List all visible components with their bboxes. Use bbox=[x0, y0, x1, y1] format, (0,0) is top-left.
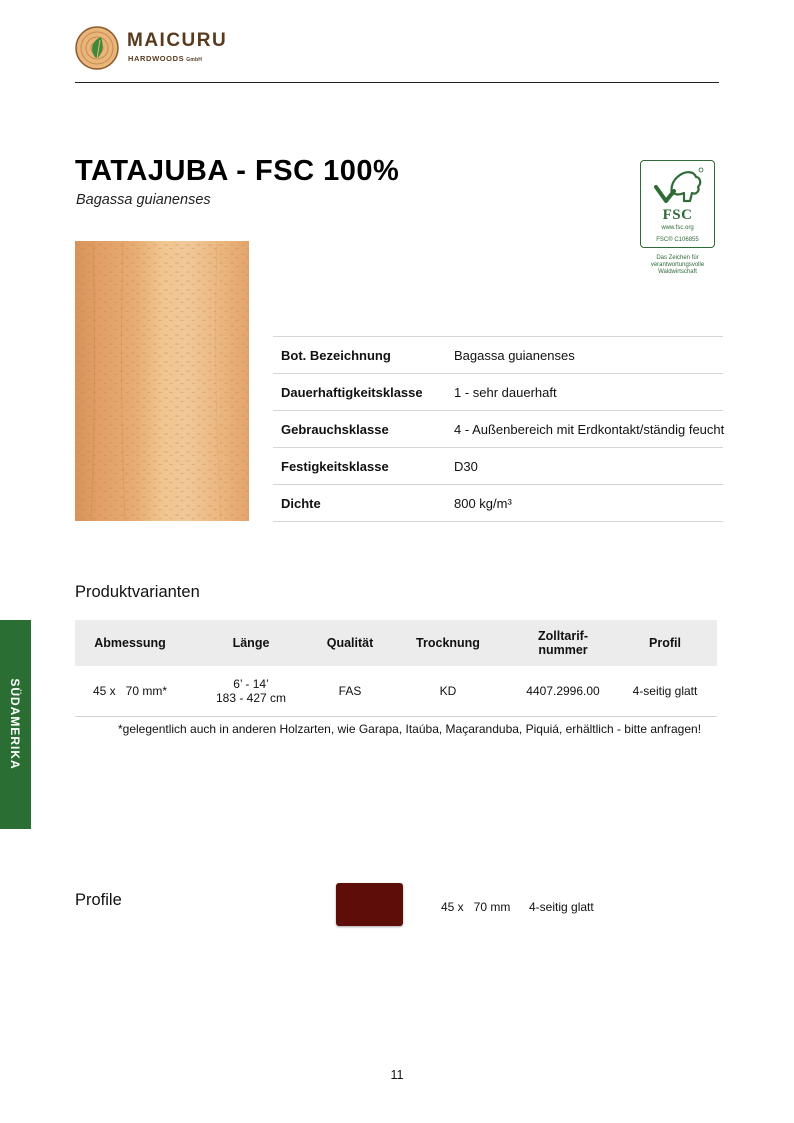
property-value: 4 - Außenbereich mit Erdkontakt/ständig feucht bbox=[454, 422, 725, 437]
table-row bbox=[75, 666, 717, 717]
profile-type: 4-seitig glatt bbox=[529, 900, 594, 914]
property-value: D30 bbox=[454, 459, 478, 474]
fsc-url: www.fsc.org bbox=[661, 225, 694, 231]
region-side-tab-label: SÜDAMERIKA bbox=[8, 678, 22, 770]
column-header-drying: Trocknung bbox=[383, 620, 513, 666]
property-value: 800 kg/m³ bbox=[454, 496, 512, 511]
property-label: Gebrauchsklasse bbox=[281, 422, 389, 437]
column-header-dimension: Abmessung bbox=[75, 620, 185, 666]
length-feet: 6’ - 14’ bbox=[233, 677, 269, 691]
cell-drying: KD bbox=[383, 666, 513, 717]
region-side-tab bbox=[0, 620, 31, 829]
variants-table bbox=[75, 620, 717, 717]
profile-cross-section-swatch bbox=[336, 883, 403, 926]
profile-dimension: 45 x 70 mm bbox=[441, 900, 511, 914]
brand-subtitle bbox=[128, 54, 202, 63]
company-logo bbox=[75, 26, 228, 72]
property-label: Dichte bbox=[281, 496, 321, 511]
fsc-checkmark-tree-icon bbox=[650, 165, 706, 209]
page-number: 11 bbox=[390, 1068, 404, 1082]
property-label: Bot. Bezeichnung bbox=[281, 348, 391, 363]
brand-subtitle-suffix: GmbH bbox=[186, 57, 203, 63]
wood-sample-image bbox=[75, 241, 249, 521]
column-header-quality: Qualität bbox=[317, 620, 383, 666]
fsc-letters: FSC bbox=[662, 207, 693, 223]
header-divider bbox=[75, 82, 719, 83]
column-header-length: Länge bbox=[185, 620, 317, 666]
brand-name: MAICURU bbox=[127, 30, 228, 51]
property-row bbox=[273, 484, 723, 522]
property-row bbox=[273, 447, 723, 484]
variants-header-row bbox=[75, 620, 717, 666]
cell-profile: 4-seitig glatt bbox=[613, 666, 717, 717]
properties-table bbox=[273, 336, 723, 522]
property-value: Bagassa guianenses bbox=[454, 348, 575, 363]
brand-subtitle-text: HARDWOODS bbox=[128, 54, 185, 63]
product-botanical-name: Bagassa guianenses bbox=[76, 192, 211, 208]
property-row bbox=[273, 336, 723, 373]
property-row bbox=[273, 373, 723, 410]
log-slice-icon bbox=[75, 26, 119, 70]
product-title: TATAJUBA - FSC 100% bbox=[75, 155, 400, 187]
variants-footnote: *gelegentlich auch in anderen Holzarten, wie Garapa, Itaúba, Maçaranduba, Piquiá, erhältlich - bitte anfragen! bbox=[118, 722, 702, 736]
fsc-tagline: Das Zeichen für verantwortungsvolle Waldwirtschaft bbox=[650, 255, 705, 275]
profile-heading: Profile bbox=[75, 891, 122, 909]
cell-quality: FAS bbox=[317, 666, 383, 717]
property-value: 1 - sehr dauerhaft bbox=[454, 385, 557, 400]
column-header-tariff: Zolltarif- nummer bbox=[513, 620, 613, 666]
property-row bbox=[273, 410, 723, 447]
cell-length bbox=[185, 666, 317, 717]
cell-dimension: 45 x 70 mm* bbox=[75, 666, 185, 717]
variants-heading: Produktvarianten bbox=[75, 583, 200, 601]
column-header-profile: Profil bbox=[613, 620, 717, 666]
property-label: Festigkeitsklasse bbox=[281, 459, 389, 474]
fsc-certification-badge bbox=[640, 160, 715, 248]
cell-tariff: 4407.2996.00 bbox=[513, 666, 613, 717]
property-label: Dauerhaftigkeitsklasse bbox=[281, 385, 423, 400]
fsc-license-code: FSC® C106855 bbox=[656, 237, 699, 243]
length-cm: 183 - 427 cm bbox=[215, 691, 287, 705]
